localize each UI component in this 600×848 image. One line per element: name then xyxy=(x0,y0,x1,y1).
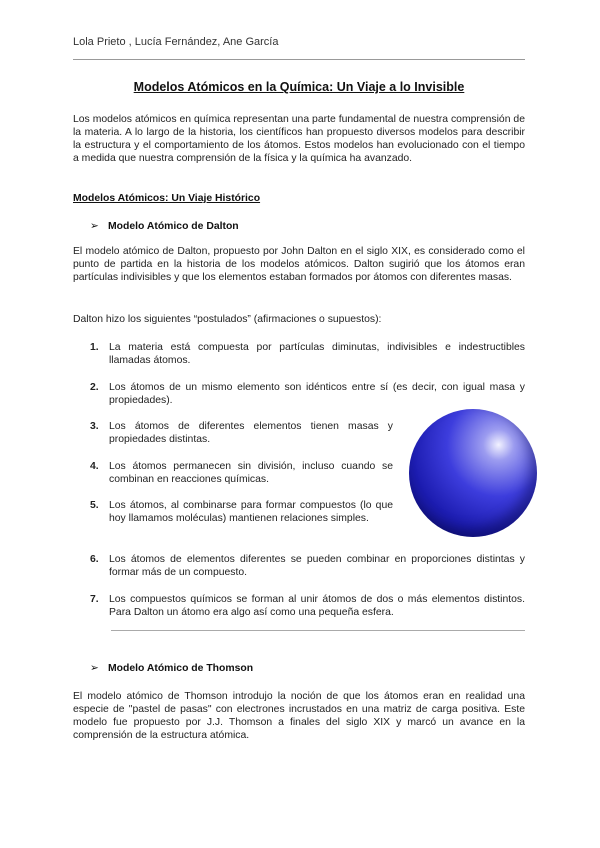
arrowhead-bullet-icon: ➢ xyxy=(90,663,99,674)
list-text: Los átomos de un mismo elemento son idénticos entre sí (es decir, con igual masa y propiedades). xyxy=(109,382,525,406)
list-number: 6. xyxy=(90,554,99,565)
list-text: Los átomos, al combinarse para formar compuestos (lo que hoy llamamos moléculas) mantienen relaciones simples. xyxy=(109,500,393,524)
list-number: 1. xyxy=(90,342,99,353)
sphere-atom-icon xyxy=(409,409,537,537)
dalton-heading-text: Modelo Atómico de Dalton xyxy=(108,221,239,232)
list-text: La materia está compuesta por partículas diminutas, indivisibles e indestructibles llamadas átomos. xyxy=(109,342,525,366)
postulates-intro: Dalton hizo los siguientes “postulados” (afirmaciones o supuestos): xyxy=(73,314,382,325)
list-text: Los átomos de diferentes elementos tienen masas y propiedades distintas. xyxy=(109,421,393,445)
list-text: Los compuestos químicos se forman al unir átomos de dos o más elementos distintos. Para Dalton un átomo era algo así como una pequeña esfera. xyxy=(109,594,525,618)
header-divider xyxy=(73,59,525,60)
dalton-paragraph: El modelo atómico de Dalton, propuesto por John Dalton en el siglo XIX, es considerado como el punto de partida en la historia de los modelos atómicos. Dalton sugirió que los átomos eran partículas indivisibles y que los elementos estaban formados por átomos con diferentes masas. xyxy=(73,246,525,283)
arrowhead-bullet-icon: ➢ xyxy=(90,221,99,232)
list-number: 2. xyxy=(90,382,99,393)
list-number: 5. xyxy=(90,500,99,511)
thomson-paragraph: El modelo atómico de Thomson introdujo la noción de que los átomos eran en realidad una especie de "pastel de pasas" con electrones incrustados en una matriz de carga positiva. Este modelo fue propuesto por J.J. Thomson a finales del siglo XIX y marcó un avance en la comprensión de la estructura atómica. xyxy=(73,691,525,741)
document-title: Modelos Atómicos en la Química: Un Viaje a lo Invisible xyxy=(133,80,465,94)
list-text: Los átomos permanecen sin división, incluso cuando se combinan en reacciones químicas. xyxy=(109,461,393,485)
dalton-heading xyxy=(90,220,239,232)
document-authors: Lola Prieto , Lucía Fernández, Ane García xyxy=(73,36,279,48)
list-number: 7. xyxy=(90,594,99,605)
section-divider xyxy=(111,630,525,631)
list-number: 4. xyxy=(90,461,99,472)
intro-paragraph: Los modelos atómicos en química representan una parte fundamental de nuestra comprensión de la materia. A lo largo de la historia, los científicos han propuesto diversos modelos para describir la estructura y el comportamiento de los átomos. Estos modelos han evolucionado con el tiempo a medida que nuestra comprensión de la física y la química ha avanzado. xyxy=(73,114,525,164)
thomson-heading-text: Modelo Atómico de Thomson xyxy=(108,663,254,674)
section-heading: Modelos Atómicos: Un Viaje Histórico xyxy=(73,193,261,204)
list-number: 3. xyxy=(90,421,99,432)
list-text: Los átomos de elementos diferentes se pueden combinar en proporciones distintas y formar más de un compuesto. xyxy=(109,554,525,578)
thomson-heading xyxy=(90,662,253,674)
